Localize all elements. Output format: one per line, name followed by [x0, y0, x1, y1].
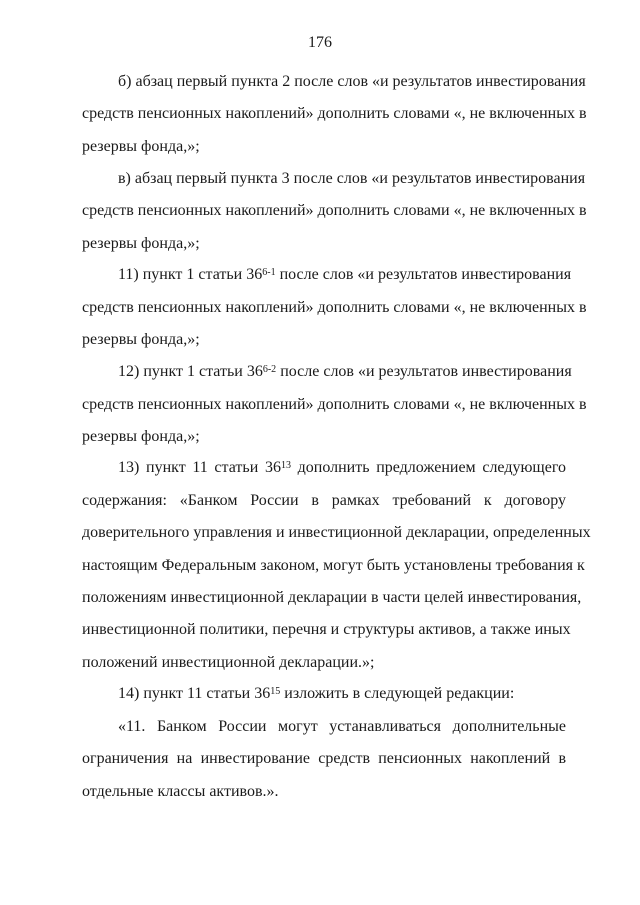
text-line: «11. Банком России могут устанавливаться дополнительные [118, 718, 566, 735]
text-line: 14) пункт 11 статьи $36^{15}$ изложить в следующей редакции: [118, 685, 515, 702]
page-number: 176 [308, 34, 332, 51]
text-line: 13) пункт 11 статьи $36^{13}$ дополнить предложением следующего [118, 459, 566, 476]
text-line: средств пенсионных накоплений» дополнить словами «, не включенных в [82, 299, 587, 316]
text-line: настоящим Федеральным законом, могут быть установлены требования к [82, 557, 585, 574]
text-line: 11) пункт 1 статьи 36$^{6-1}$ после слов «и результатов инвестирования [118, 266, 572, 283]
text-line: доверительного управления и инвестиционной декларации, определенных [82, 524, 591, 541]
text-line: б) абзац первый пункта 2 после слов «и результатов инвестирования [118, 73, 586, 90]
superscript: 6-2 [262, 364, 277, 375]
text-line: в) абзац первый пункта 3 после слов «и результатов инвестирования [118, 170, 586, 187]
text-line: средств пенсионных накоплений» дополнить словами «, не включенных в [82, 105, 587, 122]
text-line: резервы фонда,»; [82, 331, 200, 348]
text-line: содержания: «Банком России в рамках требований к договору [82, 492, 566, 509]
text-line: ограничения на инвестирование средств пенсионных накоплений в [82, 750, 566, 767]
superscript: 6-1 [262, 267, 276, 278]
text-line: положений инвестиционной декларации.»; [82, 654, 375, 671]
text-line: средств пенсионных накоплений» дополнить словами «, не включенных в [82, 202, 587, 219]
text-line: средств пенсионных накоплений» дополнить словами «, не включенных в [82, 396, 587, 413]
superscript: 13 [280, 460, 291, 471]
text-line: резервы фонда,»; [82, 138, 200, 155]
superscript: 15 [270, 686, 281, 697]
text-line: инвестиционной политики, перечня и структуры активов, а также иных [82, 621, 571, 638]
text-line: резервы фонда,»; [82, 428, 200, 445]
text-line: положениям инвестиционной декларации в части целей инвестирования, [82, 589, 582, 606]
text-line: резервы фонда,»; [82, 235, 200, 252]
text-line: 12) пункт 1 статьи 36$^{6-2}$ после слов «и результатов инвестирования [118, 363, 572, 380]
text-line: отдельные классы активов.». [82, 783, 279, 800]
